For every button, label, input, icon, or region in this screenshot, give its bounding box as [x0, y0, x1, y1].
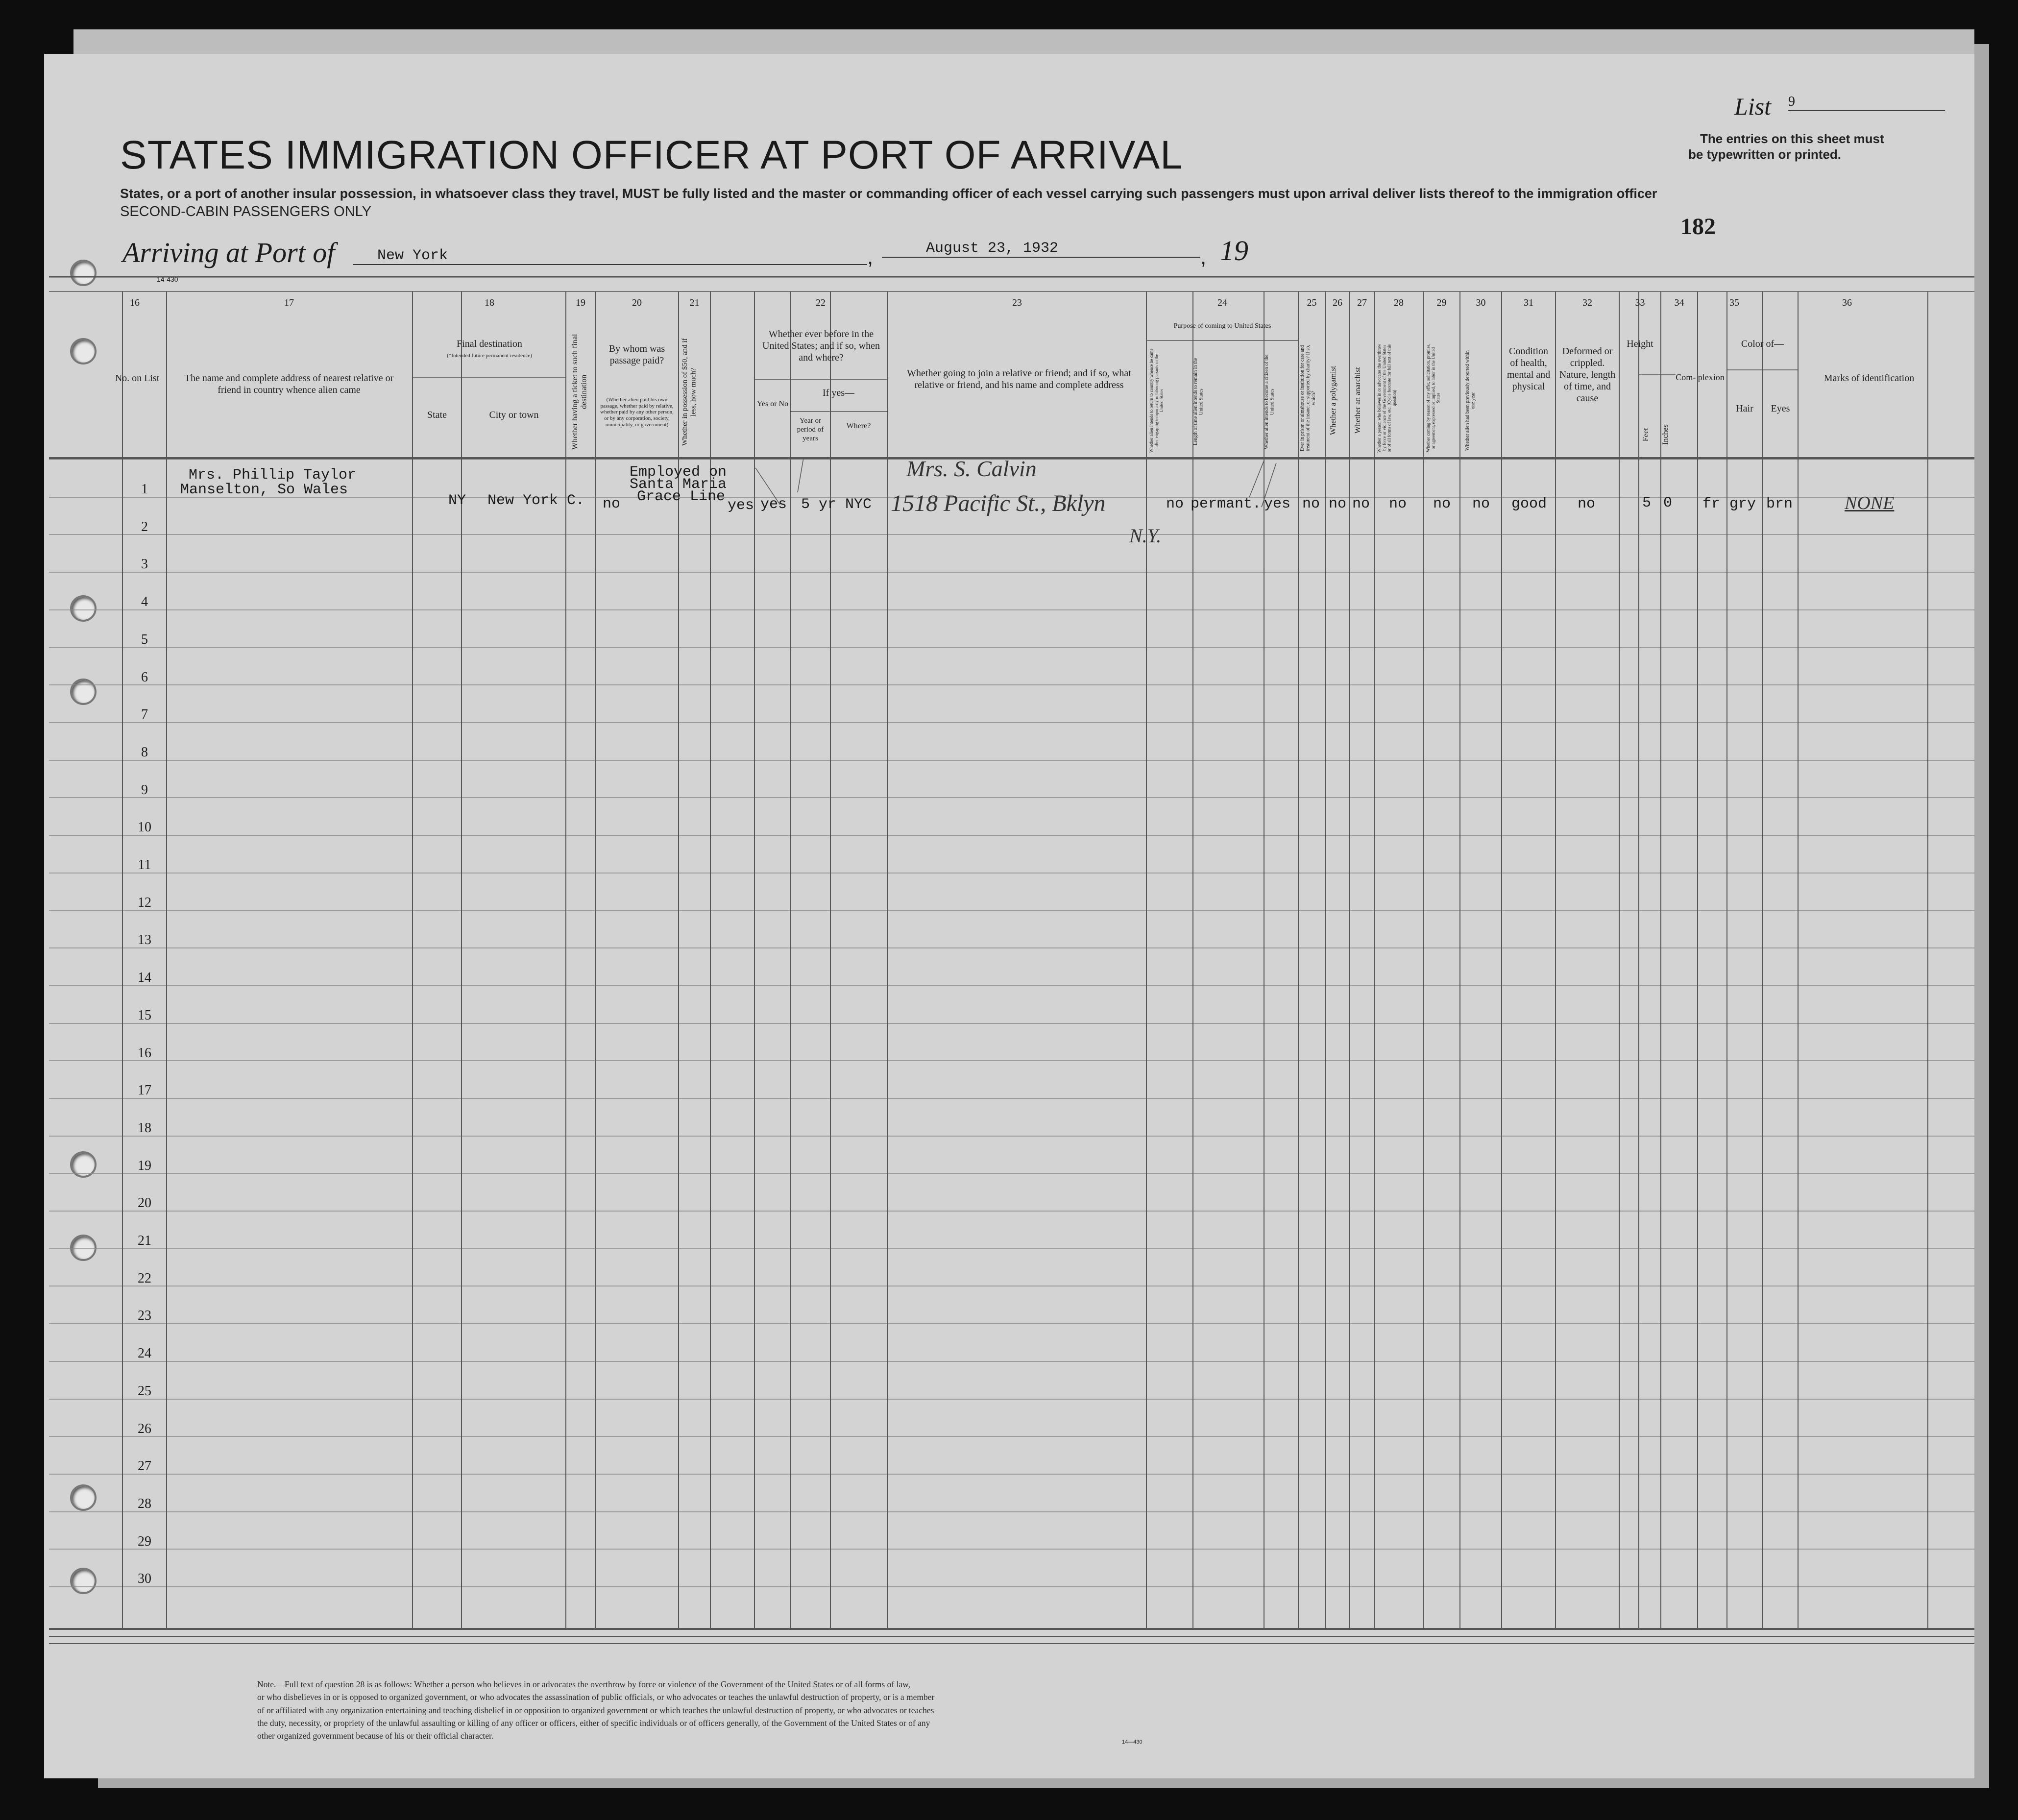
citizen-value: yes [1264, 496, 1291, 512]
row-number: 24 [138, 1346, 151, 1361]
header-if-yes: If yes— [823, 388, 854, 398]
header-fifty-dollars: Whether in possession of $50, and if less, how much? [681, 338, 698, 446]
height-feet-value: 5 [1642, 495, 1652, 511]
return-value: no [1166, 496, 1184, 512]
header-no-on-list: No. on List [115, 373, 160, 384]
row-number: 28 [138, 1496, 151, 1511]
col-number-16: 16 [130, 297, 140, 308]
row-number: 22 [138, 1271, 151, 1286]
col-number-35: 35 [1729, 297, 1739, 308]
where-value: NYC [845, 496, 872, 513]
col-number-29: 29 [1436, 297, 1447, 308]
arriving-label: Arriving at Port of [122, 237, 335, 268]
marks-value: NONE [1845, 493, 1895, 513]
col-number-18: 18 [485, 297, 494, 308]
row-number: 10 [138, 820, 151, 835]
deformed-value: no [1578, 496, 1596, 512]
row-number: 17 [138, 1083, 151, 1098]
col-number-17: 17 [284, 297, 294, 308]
row-number: 21 [138, 1233, 151, 1248]
join-relative-name: Mrs. S. Calvin [906, 456, 1037, 481]
sheet-number: 182 [1680, 214, 1716, 240]
header-feet: Feet [1642, 428, 1650, 442]
length-value: permant. [1191, 496, 1262, 512]
row-number: 13 [138, 932, 151, 947]
row-number: 23 [138, 1308, 151, 1323]
col-number-30: 30 [1476, 297, 1486, 308]
col-number-24: 24 [1217, 297, 1227, 308]
header-anarchist: Whether an anarchist [1354, 367, 1362, 434]
form-code-bottom: 14—430 [1122, 1739, 1143, 1745]
row-number: 15 [138, 1008, 151, 1023]
row-number: 6 [141, 670, 148, 685]
header-purpose: Purpose of coming to United States [1173, 322, 1271, 330]
passage-paid-line2: Santa Maria [630, 476, 727, 493]
header-marks: Marks of identification [1823, 373, 1915, 384]
before-in-us-value: yes [760, 496, 787, 513]
header-purpose-return: Whether alien intends to return to country whence he came after engaging temporarily in laboring pursuits in the United States [1149, 348, 1164, 453]
passage-paid-line1: Employed on [630, 464, 727, 481]
col-number-22: 22 [816, 297, 826, 308]
port-field: New York [353, 247, 867, 265]
list-label: List [1734, 93, 1772, 120]
row-number: 20 [138, 1195, 151, 1211]
footnote-line: or who disbelieves in or is opposed to organized government, or who advocates the assassination of public officials, or who advocates or teaches the unlawful destruction of property, or is a member [257, 1692, 935, 1702]
footnote [257, 1678, 934, 1742]
prison-value: no [1302, 496, 1320, 512]
row-number: 14 [138, 970, 151, 985]
row-number: 4 [141, 594, 148, 609]
manifest-sheet [44, 54, 1974, 1778]
header-hair: Hair [1736, 403, 1753, 414]
overthrow-value: no [1389, 496, 1407, 512]
header-prison: Ever in prison or almshouse or institution for care and treatment of the insane, or supported by charity? If so, which? [1300, 345, 1316, 451]
col-number-21: 21 [689, 297, 700, 308]
col-number-31: 31 [1524, 297, 1533, 308]
row-number: 8 [141, 745, 148, 760]
col-number-36: 36 [1842, 297, 1852, 308]
header-nearest-relative: The name and complete address of nearest relative or friend in country whence alien came [184, 373, 394, 395]
header-final-destination-note: (*Intended future permanent residence) [447, 353, 532, 359]
col-number-28: 28 [1394, 297, 1404, 308]
footnote-line: of or affiliated with any organization entertaining and teaching disbelief in or opposition to organized government or which teaches the unlawful destruction of property, or who advocates or teaches [257, 1705, 934, 1715]
header-join-relative: Whether going to join a relative or friend; and if so, what relative or friend, and his name and complete address [907, 368, 1131, 390]
header-offer: Whether coming by reason of any offer, solicitation, promise, or agreement, expressed or implied, to labor in the United States [1426, 343, 1441, 453]
form-title: STATES IMMIGRATION OFFICER AT PORT OF ARRIVAL [120, 133, 1183, 177]
comma: , [1200, 245, 1207, 269]
eyes-value: brn [1766, 496, 1793, 512]
col-number-32: 32 [1582, 297, 1592, 308]
header-complexion: Com- plexion [1676, 372, 1725, 382]
years-value: 5 yr [801, 496, 837, 513]
join-relative-state: N.Y. [1129, 525, 1162, 547]
header-overthrow: Whether a person who believes in or advocates the overthrow by force or violence of the Government of the United States or of all forms of law, etc. (Cycle footnote for full text of this question) [1377, 343, 1397, 453]
col-number-20: 20 [632, 297, 642, 308]
header-eyes: Eyes [1771, 403, 1790, 414]
row-number: 2 [141, 519, 148, 534]
header-polygamist: Whether a polygamist [1329, 365, 1337, 436]
col-number-25: 25 [1307, 297, 1317, 308]
form-instruction: States, or a port of another insular possession, in whatsoever class they travel, MUST be fully listed and the master or commanding officer of each vessel carrying such passengers must upon arrival deliver lists thereof to the immigration officer [120, 186, 1657, 201]
typewritten-note: The entries on this sheet must [1700, 131, 1884, 146]
list-number: 9 [1788, 94, 1945, 111]
row-number: 30 [138, 1571, 151, 1586]
destination-state: NY [448, 492, 466, 509]
footnote-line: Note.—Full text of question 28 is as follows: Whether a person who believes in or advocates the overthrow by force or violence of the Government of the United States or of all forms of law, [257, 1679, 911, 1689]
header-passage-paid-note: (Whether alien paid his own passage, whether paid by relative, whether paid by any other person, or by any corporation, society, municipality, or government) [600, 397, 674, 428]
polygamist-value: no [1329, 496, 1347, 512]
row-number: 5 [141, 632, 148, 647]
header-before-in-us: Whether ever before in the United States; and if so, when and where? [762, 329, 880, 363]
height-inches-value: 0 [1663, 495, 1673, 511]
row-number: 29 [138, 1534, 151, 1549]
row-number: 3 [141, 557, 148, 572]
join-relative-address: 1518 Pacific St., Bklyn [891, 490, 1106, 516]
row-number: 11 [138, 857, 151, 873]
row-number: 1 [141, 482, 148, 497]
header-deformed: Deformed or crippled. Nature, length of time, and cause [1559, 346, 1616, 404]
header-where: Where? [846, 422, 871, 430]
header-city: City or town [489, 410, 539, 420]
header-year: Year or period of years [797, 417, 824, 442]
destination-city: New York C. [487, 492, 585, 509]
row-number: 16 [138, 1045, 151, 1061]
complexion-value: fr [1702, 496, 1721, 512]
header-passage-paid: By whom was passage paid? [608, 343, 665, 366]
header-health: Condition of health, mental and physical [1507, 346, 1551, 392]
footnote-line: other organized government because of his or their official character. [257, 1731, 494, 1741]
date-field: August 23, 1932 [882, 240, 1200, 258]
col-number-23: 23 [1012, 297, 1022, 308]
passage-paid-line3: Grace Line [637, 488, 726, 505]
ticket-value: no [603, 496, 621, 512]
anarchist-value: no [1352, 496, 1370, 512]
comma: , [867, 245, 874, 269]
manifest-grid [44, 54, 1974, 1778]
header-inches: Inches [1661, 424, 1670, 445]
relative-name: Mrs. Phillip Taylor [189, 467, 357, 484]
col-number-33: 33 [1635, 297, 1645, 308]
row-number: 25 [138, 1383, 151, 1399]
header-final-destination: Final destination [457, 339, 522, 349]
passenger-class: SECOND-CABIN PASSENGERS ONLY [120, 204, 371, 219]
col-number-27: 27 [1357, 297, 1367, 308]
header-purpose-length: Length of time alien intends to remain in the United States [1193, 358, 1204, 446]
header-state: State [427, 410, 447, 420]
row-number: 7 [141, 707, 148, 722]
money-value: yes [728, 497, 754, 514]
hair-value: gry [1729, 496, 1756, 512]
header-yes-no: Yes or No [756, 400, 789, 408]
col-number-26: 26 [1333, 297, 1342, 308]
col-number-19: 19 [576, 297, 585, 308]
row-number: 26 [138, 1421, 151, 1436]
relative-address: Manselton, So Wales [180, 482, 348, 498]
header-purpose-citizen: Whether alien intends to become a citizen of the United States [1264, 354, 1275, 449]
deported-value: no [1472, 496, 1490, 512]
health-value: good [1511, 496, 1547, 512]
year-prefix: 19 [1220, 235, 1248, 267]
offer-value: no [1433, 496, 1451, 512]
row-number: 27 [138, 1458, 151, 1474]
typewritten-note: be typewritten or printed. [1688, 147, 1842, 162]
row-number: 9 [141, 782, 148, 798]
header-height: Height [1627, 339, 1653, 349]
row-number: 18 [138, 1120, 151, 1136]
header-color-of: Color of— [1741, 339, 1784, 349]
col-number-34: 34 [1674, 297, 1684, 308]
header-deported: Whether alien had been previously deported within one year [1465, 350, 1476, 451]
row-number: 12 [138, 895, 151, 910]
row-number: 19 [138, 1158, 151, 1173]
header-ticket: Whether having a ticket to such final destination [571, 334, 588, 450]
form-code: 14-430 [157, 275, 178, 283]
footnote-line: the duty, necessity, or propriety of the unlawful assaulting or killing of any officer or officers, either of specific individuals or of officers generally, of the Government of the United States or of any [257, 1718, 930, 1728]
